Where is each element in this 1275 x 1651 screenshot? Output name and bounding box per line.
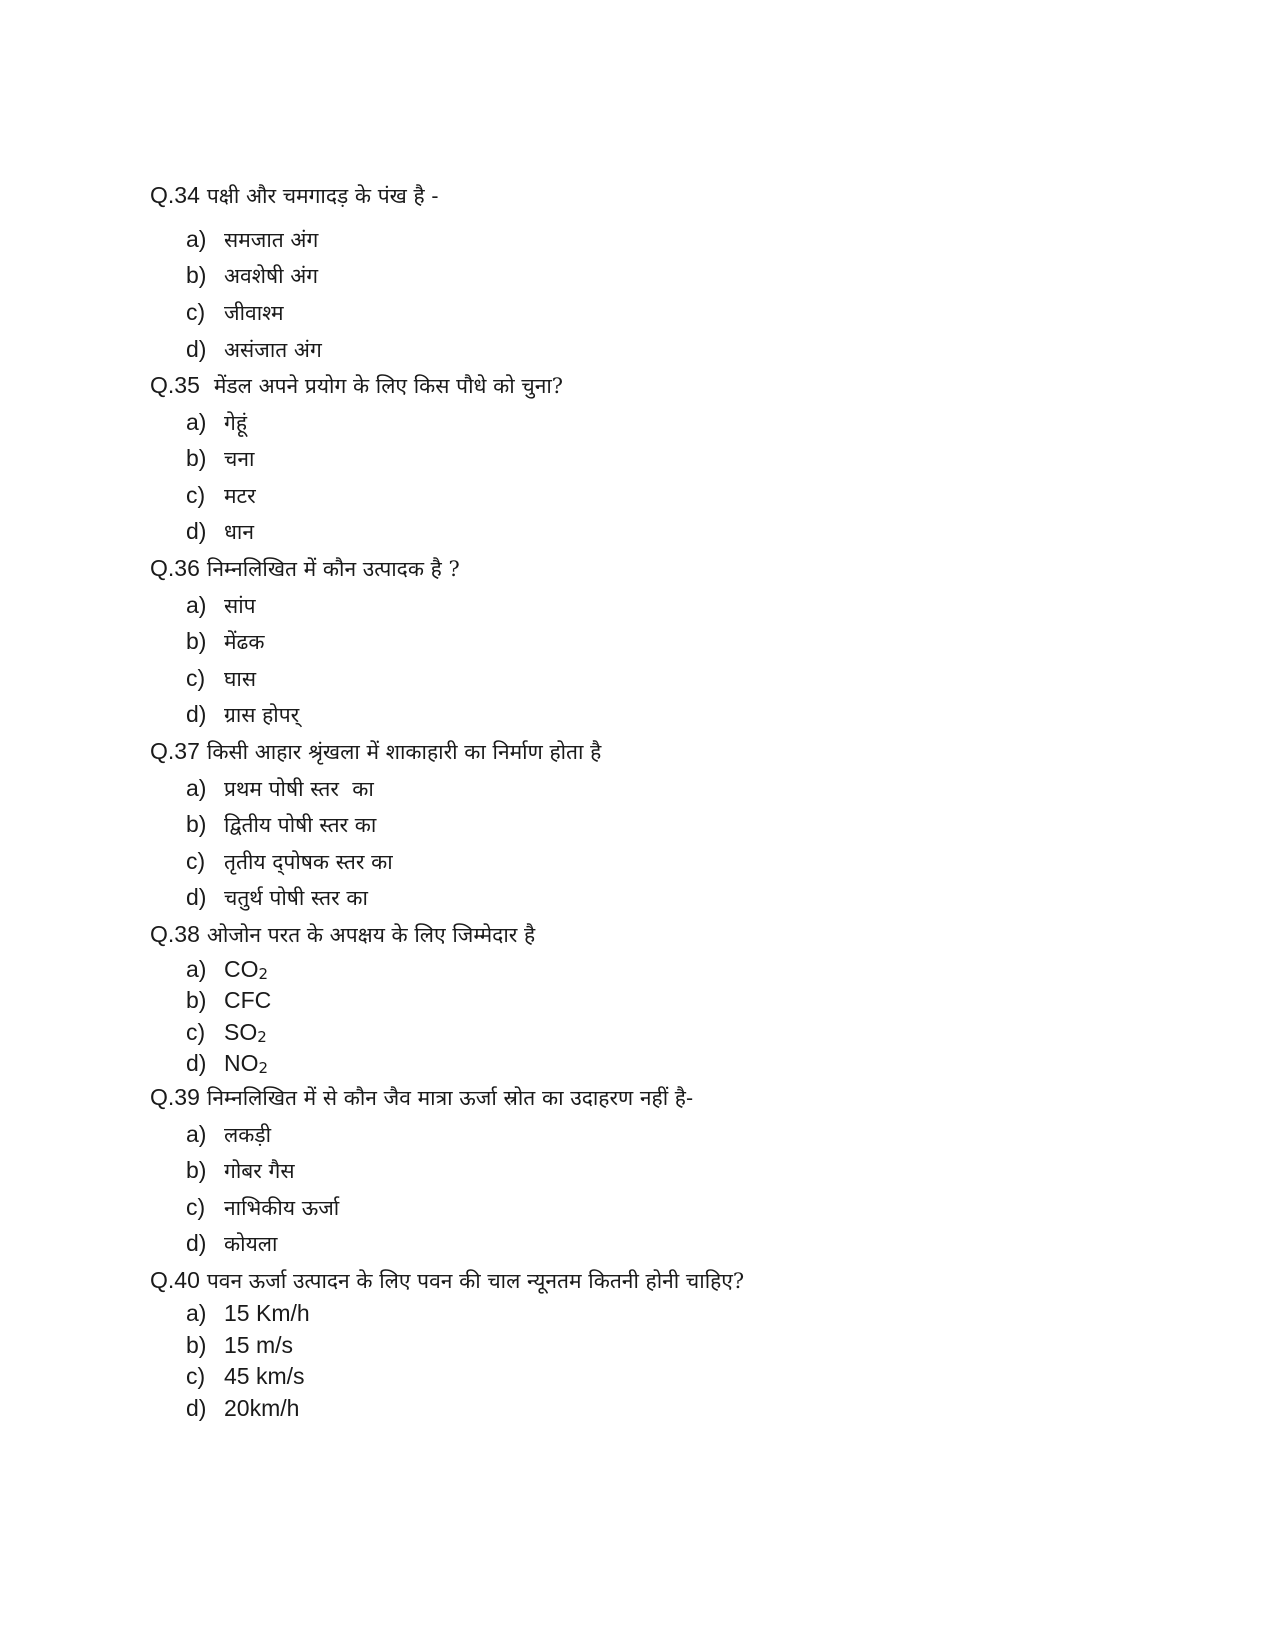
option-35-d <box>186 517 254 548</box>
option-35-a <box>186 408 247 439</box>
option-text: SO <box>224 1019 258 1045</box>
option-text: द्वितीय पोषी स्तर का <box>224 813 377 837</box>
option-letter: b) <box>186 262 207 288</box>
option-36-d <box>186 700 299 731</box>
option-39-d <box>186 1229 277 1260</box>
option-letter: b) <box>186 1332 207 1358</box>
option-38-c <box>186 1018 267 1051</box>
option-text: गेहूं <box>224 411 247 435</box>
option-37-d <box>186 883 368 914</box>
option-letter: c) <box>186 848 206 874</box>
subscript: 2 <box>258 965 269 983</box>
option-40-b <box>186 1331 293 1362</box>
option-text: लकड़ी <box>224 1123 272 1147</box>
question-text: निम्नलिखित में कौन उत्पादक है ? <box>206 557 460 581</box>
option-letter: a) <box>186 592 207 618</box>
option-40-c <box>186 1362 305 1393</box>
option-text: मटर <box>224 484 256 508</box>
option-36-c <box>186 664 256 695</box>
option-letter: a) <box>186 1121 207 1147</box>
subscript: 2 <box>258 1059 269 1077</box>
question-text: ओजोन परत के अपक्षय के लिए जिम्मेदार है <box>206 923 536 947</box>
question-text: पक्षी और चमगादड़ के पंख है - <box>206 184 439 208</box>
option-letter: d) <box>186 518 207 544</box>
option-text: धान <box>224 520 255 544</box>
option-letter: a) <box>186 1300 207 1326</box>
option-letter: b) <box>186 987 207 1013</box>
option-letter: b) <box>186 628 207 654</box>
option-text: 45 km/s <box>224 1363 305 1389</box>
question-number: Q.37 <box>150 738 200 764</box>
option-37-c <box>186 847 393 878</box>
option-36-b <box>186 627 265 658</box>
option-38-a <box>186 955 268 988</box>
option-34-c <box>186 298 284 329</box>
option-letter: b) <box>186 445 207 471</box>
option-letter: d) <box>186 1230 207 1256</box>
subscript: 2 <box>257 1028 267 1046</box>
question-number: Q.40 <box>150 1267 200 1293</box>
question-number: Q.36 <box>150 555 200 581</box>
option-36-a <box>186 591 256 622</box>
option-text: ग्रास होपर् <box>224 703 300 727</box>
option-text: CFC <box>224 987 272 1013</box>
option-letter: d) <box>186 701 207 727</box>
question-36 <box>150 554 460 584</box>
question-text: पवन ऊर्जा उत्पादन के लिए पवन की चाल न्यूनतम कितनी होनी चाहिए? <box>206 1269 745 1293</box>
option-letter: c) <box>186 1363 206 1389</box>
question-number: Q.35 <box>150 372 200 398</box>
question-text: निम्नलिखित में से कौन जैव मात्रा ऊर्जा स्रोत का उदाहरण नहीं है- <box>206 1086 694 1110</box>
option-letter: c) <box>186 665 206 691</box>
option-39-a <box>186 1120 271 1151</box>
option-text: मेंढक <box>224 630 265 654</box>
option-text: प्रथम पोषी स्तर का <box>224 777 374 801</box>
option-text: सांप <box>224 594 256 618</box>
option-text: घास <box>224 667 257 691</box>
question-39 <box>150 1083 693 1113</box>
option-34-a <box>186 225 318 256</box>
option-text: तृतीय द्पोषक स्तर का <box>224 850 393 874</box>
option-text: 15 m/s <box>224 1332 294 1358</box>
option-letter: d) <box>186 1050 207 1076</box>
option-letter: d) <box>186 336 207 362</box>
option-39-b <box>186 1156 295 1187</box>
option-text: नाभिकीय ऊर्जा <box>224 1196 340 1220</box>
option-text: CO <box>224 956 259 982</box>
option-text: NO <box>224 1050 259 1076</box>
question-number: Q.39 <box>150 1084 200 1110</box>
option-text: समजात अंग <box>224 228 319 252</box>
option-39-c <box>186 1193 339 1224</box>
question-35 <box>150 371 563 401</box>
option-text: 15 Km/h <box>224 1300 310 1326</box>
option-37-a <box>186 774 374 805</box>
option-40-a <box>186 1299 310 1330</box>
option-text: कोयला <box>224 1232 278 1256</box>
option-letter: d) <box>186 1395 207 1421</box>
option-letter: a) <box>186 956 207 982</box>
option-text: गोबर गैस <box>224 1159 295 1183</box>
question-34 <box>150 181 438 211</box>
option-text: जीवाश्म <box>224 301 284 325</box>
question-37 <box>150 737 601 767</box>
option-text: अवशेषी अंग <box>224 264 319 288</box>
option-35-b <box>186 444 254 475</box>
option-letter: b) <box>186 811 207 837</box>
question-38 <box>150 920 535 950</box>
option-letter: c) <box>186 482 206 508</box>
question-number: Q.34 <box>150 182 200 208</box>
question-40 <box>150 1266 744 1296</box>
option-38-d <box>186 1049 268 1082</box>
option-37-b <box>186 810 376 841</box>
option-38-b <box>186 986 271 1017</box>
option-34-b <box>186 261 318 292</box>
option-letter: c) <box>186 1019 206 1045</box>
option-34-d <box>186 335 322 366</box>
option-40-d <box>186 1394 299 1425</box>
option-letter: a) <box>186 409 207 435</box>
option-text: चतुर्थ पोषी स्तर का <box>224 886 368 910</box>
option-letter: a) <box>186 775 207 801</box>
question-number: Q.38 <box>150 921 200 947</box>
option-letter: c) <box>186 299 206 325</box>
option-text: 20km/h <box>224 1395 300 1421</box>
option-letter: a) <box>186 226 207 252</box>
option-letter: c) <box>186 1194 206 1220</box>
question-text: मेंडल अपने प्रयोग के लिए किस पौधे को चुना? <box>213 374 564 398</box>
question-text: किसी आहार श्रृंखला में शाकाहारी का निर्माण होता है <box>206 740 602 764</box>
option-letter: b) <box>186 1157 207 1183</box>
option-text: असंजात अंग <box>224 338 322 362</box>
option-text: चना <box>224 447 255 471</box>
option-35-c <box>186 481 256 512</box>
option-letter: d) <box>186 884 207 910</box>
